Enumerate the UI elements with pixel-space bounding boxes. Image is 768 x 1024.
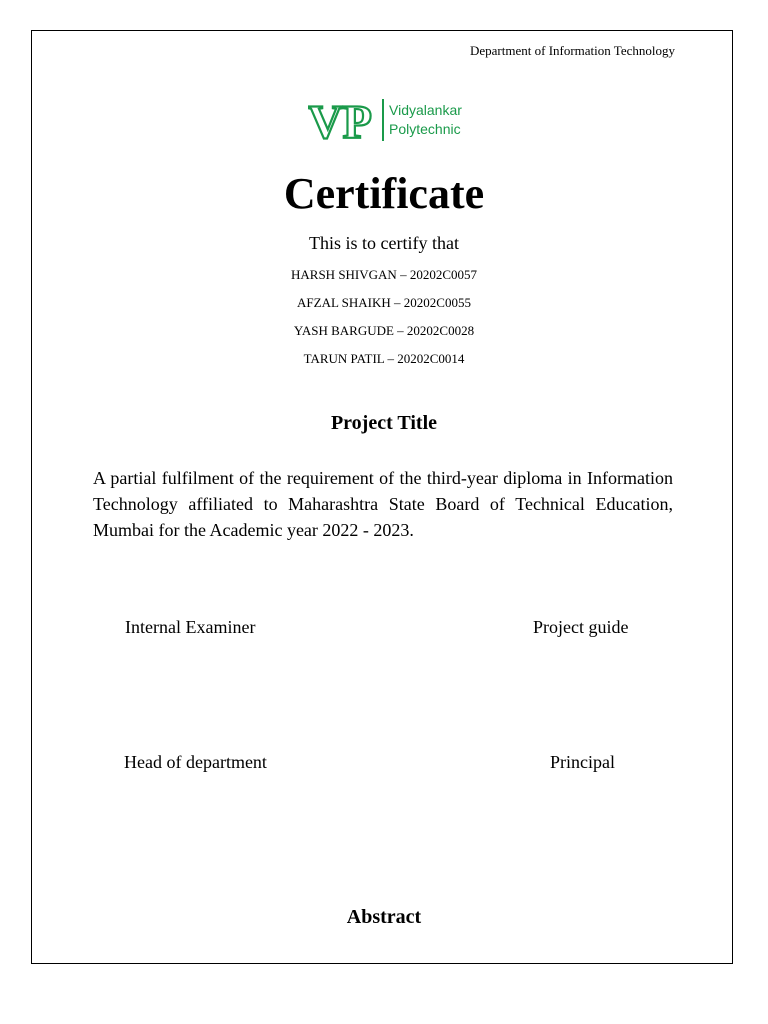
logo-initials: VP <box>308 96 372 144</box>
principal-label: Principal <box>550 752 615 772</box>
student-item: YASH BARGUDE – 20202C0028 <box>293 323 475 338</box>
logo-text <box>389 101 462 139</box>
department-header: Department of Information Technology <box>470 43 675 58</box>
certify-text: This is to certify that <box>309 233 459 253</box>
student-item: TARUN PATIL – 20202C0014 <box>303 351 465 366</box>
vp-logo-icon <box>308 96 378 144</box>
student-item: AFZAL SHAIKH – 20202C0055 <box>297 295 471 310</box>
logo-divider <box>382 99 384 141</box>
project-guide-label: Project guide <box>533 617 629 637</box>
certificate-body: A partial fulfilment of the requirement of the third-year diploma in Information Technology affiliated to Maharashtra State Board of Technical Education, Mumbai for the Academic year 2022 - 2023. <box>93 468 673 540</box>
abstract-heading: Abstract <box>346 906 422 928</box>
certificate-title: Certificate <box>283 169 485 218</box>
institute-logo <box>308 96 462 144</box>
head-of-department-label: Head of department <box>124 752 267 772</box>
logo-line-2: Polytechnic <box>389 121 461 137</box>
student-list <box>0 266 768 378</box>
internal-examiner-label: Internal Examiner <box>125 617 256 637</box>
student-item: HARSH SHIVGAN – 20202C0057 <box>291 267 477 282</box>
logo-line-1: Vidyalankar <box>389 102 462 118</box>
project-title: Project Title <box>330 412 438 434</box>
